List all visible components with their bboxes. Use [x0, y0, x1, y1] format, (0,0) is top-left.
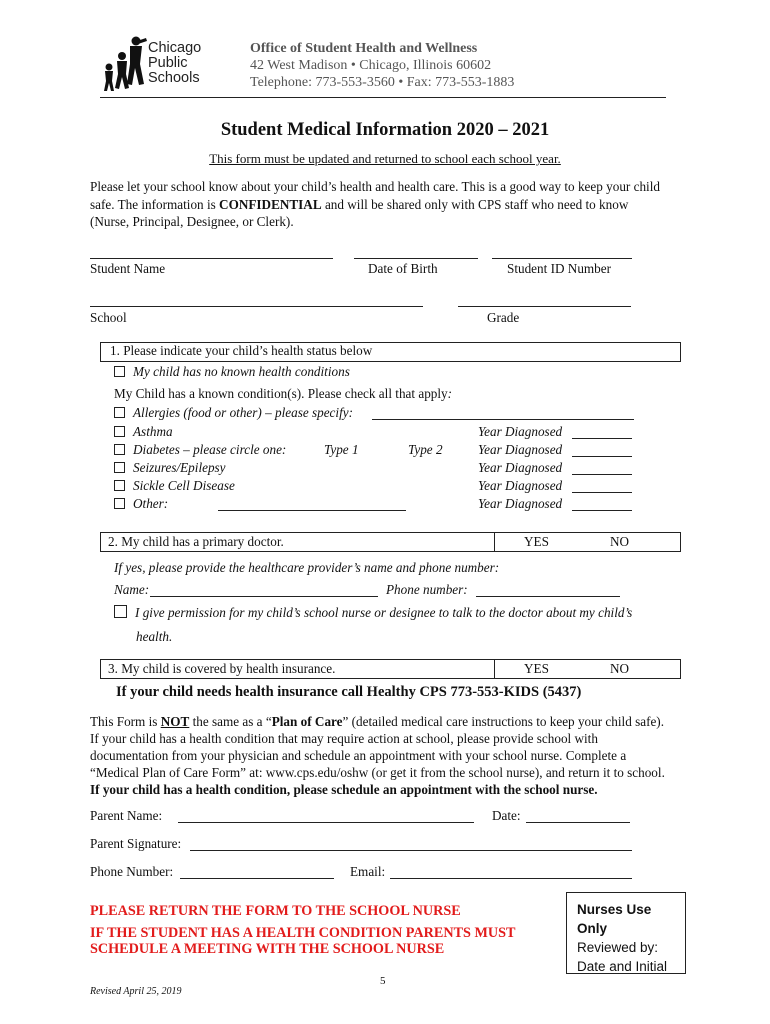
- intro-confidential: CONFIDENTIAL: [219, 196, 322, 212]
- seizures-checkbox[interactable]: [114, 462, 125, 473]
- doctor-no-option[interactable]: NO: [610, 534, 630, 549]
- date-initial-label: Date and Initial: [577, 959, 668, 974]
- sickle-cell-year-field[interactable]: [572, 492, 632, 493]
- permission-checkbox[interactable]: [114, 605, 127, 618]
- diabetes-checkbox[interactable]: [114, 444, 125, 455]
- asthma-year-field[interactable]: [572, 438, 632, 439]
- parent-signature-label: Parent Signature:: [90, 836, 182, 851]
- section1-title: 1. Please indicate your child’s health status below: [110, 343, 373, 358]
- provider-phone-field[interactable]: [476, 596, 620, 597]
- dob-label: Date of Birth: [368, 261, 438, 276]
- notice-bold-end: If your child has a health condition, please schedule an appointment with the school nurse.: [90, 782, 598, 797]
- known-intro-text: My Child has a known condition(s). Please check all that apply: [114, 386, 448, 401]
- parent-email-label: Email:: [350, 864, 386, 879]
- notice-text-1: This Form is: [90, 714, 161, 729]
- logo-line-3: Schools: [148, 70, 200, 86]
- seizures-label: Seizures/Epilepsy: [133, 460, 226, 475]
- doctor-yes-option[interactable]: YES: [524, 534, 549, 549]
- diabetes-type2[interactable]: Type 2: [408, 442, 443, 457]
- insurance-no-option[interactable]: NO: [610, 661, 630, 676]
- condition-notice-line-1: IF THE STUDENT HAS A HEALTH CONDITION PARENTS MUST: [90, 925, 516, 941]
- page-title: Student Medical Information 2020 – 2021: [220, 120, 550, 140]
- allergies-checkbox[interactable]: [114, 407, 125, 418]
- allergies-specify-field[interactable]: [372, 419, 634, 420]
- nurses-use-only-title: Nurses Use Only: [577, 902, 652, 936]
- office-phone: Telephone: 773-553-3560 • Fax: 773-553-1883: [250, 75, 515, 90]
- other-option[interactable]: [114, 496, 168, 512]
- no-conditions-option[interactable]: [114, 364, 350, 380]
- provider-name-label: Name:: [114, 582, 150, 597]
- office-address: 42 West Madison • Chicago, Illinois 60602: [250, 58, 492, 73]
- logo-line-1: Chicago: [148, 40, 202, 56]
- revised-date: Revised April 25, 2019: [90, 986, 182, 997]
- doctor-permission-option[interactable]: [114, 605, 632, 621]
- parent-phone-label: Phone Number:: [90, 864, 174, 879]
- children-silhouette-icon: [100, 36, 148, 92]
- sickle-cell-checkbox[interactable]: [114, 480, 125, 491]
- logo-line-2: Public: [148, 55, 188, 71]
- diabetes-label: Diabetes – please circle one:: [133, 442, 287, 457]
- asthma-checkbox[interactable]: [114, 426, 125, 437]
- parent-name-field[interactable]: [178, 822, 474, 823]
- other-label: Other:: [133, 496, 169, 511]
- provider-phone-label: Phone number:: [386, 582, 468, 597]
- known-conditions-intro: [114, 386, 452, 402]
- parent-email-field[interactable]: [390, 878, 632, 879]
- seizures-option[interactable]: [114, 460, 226, 476]
- allergies-option[interactable]: [114, 405, 353, 421]
- parent-date-label: Date:: [492, 808, 521, 823]
- student-name-label: Student Name: [90, 261, 166, 276]
- section3-divider: [494, 659, 495, 679]
- asthma-option[interactable]: [114, 424, 173, 440]
- asthma-label: Asthma: [133, 424, 173, 439]
- section3-title: 3. My child is covered by health insurance.: [108, 661, 336, 676]
- cps-logo: [100, 36, 230, 92]
- year-diagnosed-label: Year Diagnosed: [478, 478, 563, 493]
- other-year-field[interactable]: [572, 510, 632, 511]
- year-diagnosed-label: Year Diagnosed: [478, 424, 563, 439]
- other-year: [478, 496, 562, 512]
- parent-name-label: Parent Name:: [90, 808, 163, 823]
- section2-divider: [494, 532, 495, 552]
- parent-date-field[interactable]: [526, 822, 630, 823]
- grade-label: Grade: [487, 310, 520, 325]
- condition-notice-line-2: SCHEDULE A MEETING WITH THE SCHOOL NURSE: [90, 941, 445, 957]
- sickle-cell-label: Sickle Cell Disease: [133, 478, 235, 493]
- asthma-year: [478, 424, 562, 440]
- notice-text-3: ” (detailed medical care instructions to keep your child safe). If your child has a health condition that may require action at school, please provide school with documentation from your physician and schedule an appointment with your school nurse. Complete a “Medical Plan of Care Form” at: www.cps.edu/oshw (or get it from the school nurse), and return it to school.: [90, 714, 665, 780]
- plan-of-care-notice: [90, 713, 670, 798]
- reviewed-by-label: Reviewed by:: [577, 940, 659, 955]
- diabetes-year: [478, 442, 562, 458]
- seizures-year-field[interactable]: [572, 474, 632, 475]
- intro-paragraph: [90, 178, 670, 231]
- office-info: [250, 40, 514, 91]
- page-number: 5: [380, 975, 386, 987]
- insurance-call-notice: If your child needs health insurance call Healthy CPS 773-553-KIDS (5437): [116, 684, 582, 700]
- other-checkbox[interactable]: [114, 498, 125, 509]
- notice-text-2: the same as a “: [189, 714, 272, 729]
- sickle-cell-year: [478, 478, 562, 494]
- permission-text-2: health.: [136, 629, 173, 644]
- grade-field[interactable]: [458, 306, 631, 307]
- sickle-cell-option[interactable]: [114, 478, 235, 494]
- insurance-yes-option[interactable]: YES: [524, 661, 549, 676]
- student-id-field[interactable]: [492, 258, 632, 259]
- diabetes-year-field[interactable]: [572, 456, 632, 457]
- school-field[interactable]: [90, 306, 423, 307]
- student-id-label: Student ID Number: [507, 261, 612, 276]
- provider-instructions: If yes, please provide the healthcare provider’s name and phone number:: [114, 560, 500, 575]
- provider-name-field[interactable]: [150, 596, 378, 597]
- permission-text-1: I give permission for my child’s school nurse or designee to talk to the doctor about my child’s: [135, 605, 633, 620]
- intro-text-2: and will be shared only with CPS staff who need to know (Nurse, Principal, Designee, or Clerk).: [90, 196, 629, 229]
- nurses-use-only-box: [566, 892, 686, 974]
- parent-phone-field[interactable]: [180, 878, 334, 879]
- office-title: Office of Student Health and Wellness: [250, 41, 478, 56]
- school-label: School: [90, 310, 127, 325]
- student-name-field[interactable]: [90, 258, 333, 259]
- intro-text-1: Please let your school know about your child’s health and health care. This is a good way to keep your child safe. The information is: [90, 179, 660, 212]
- diabetes-option[interactable]: [114, 442, 286, 458]
- header-divider: [100, 97, 666, 98]
- seizures-year: [478, 460, 562, 476]
- year-diagnosed-label: Year Diagnosed: [478, 442, 563, 457]
- other-specify-field[interactable]: [218, 510, 406, 511]
- section2-title: 2. My child has a primary doctor.: [108, 534, 284, 549]
- no-conditions-checkbox[interactable]: [114, 366, 125, 377]
- notice-not: NOT: [160, 714, 190, 729]
- notice-plan-of-care: Plan of Care: [271, 714, 343, 729]
- no-conditions-label: My child has no known health conditions: [133, 364, 350, 379]
- allergies-label: Allergies (food or other) – please specify:: [133, 405, 353, 420]
- diabetes-type1[interactable]: Type 1: [324, 442, 359, 457]
- known-intro-colon: :: [447, 386, 453, 401]
- return-form-notice: PLEASE RETURN THE FORM TO THE SCHOOL NURSE: [90, 903, 461, 919]
- parent-signature-field[interactable]: [190, 850, 632, 851]
- page-subtitle: This form must be updated and returned to school each school year.: [209, 151, 561, 166]
- dob-field[interactable]: [354, 258, 478, 259]
- year-diagnosed-label: Year Diagnosed: [478, 460, 563, 475]
- year-diagnosed-label: Year Diagnosed: [478, 496, 563, 511]
